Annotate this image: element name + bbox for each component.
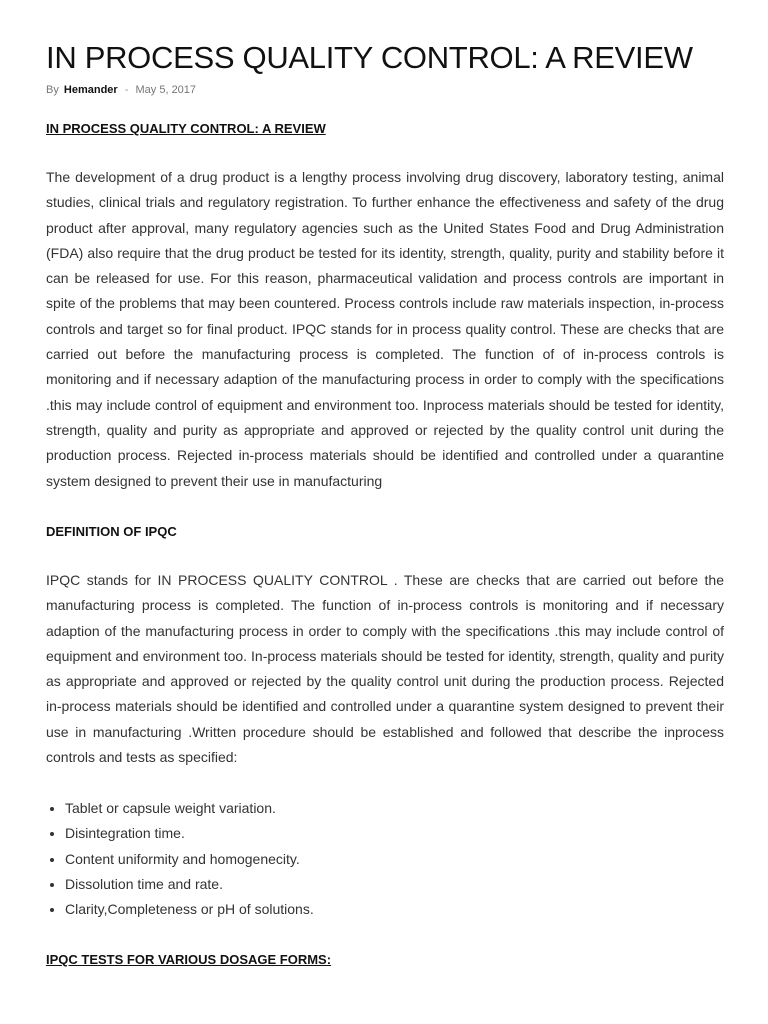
definition-heading: DEFINITION OF IPQC — [46, 524, 177, 539]
article-subtitle: IN PROCESS QUALITY CONTROL: A REVIEW — [46, 121, 326, 136]
list-item: • Dissolution time and rate. — [65, 872, 314, 897]
list-item: • Disintegration time. — [65, 821, 314, 846]
article-title: IN PROCESS QUALITY CONTROL: A REVIEW — [46, 40, 693, 75]
author-link[interactable]: Hemander — [63, 84, 118, 96]
list-item: • Content uniformity and homogenecity. — [65, 847, 314, 872]
list-item: • Tablet or capsule weight variation. — [65, 796, 314, 821]
article-meta — [46, 83, 196, 97]
definition-paragraph: IPQC stands for IN PROCESS QUALITY CONTROL . These are checks that are carried out before the manufacturing process is completed. The function of in-process controls is monitoring and if necessary adaption of the manufacturing process in order to comply with the specifications .this may include control of equipment and environment too. In-process materials should be tested for identity, strength, quality and purity as appropriate and approved or rejected by the quality control unit during the production process. Rejected in-process materials should be identified and controlled under a quarantine system designed to prevent their use in manufacturing .Written procedure should be established and followed that describe the inprocess controls and tests as specified: — [46, 572, 724, 766]
publish-date: May 5, 2017 — [135, 84, 197, 96]
ipqc-tests-list — [46, 796, 314, 922]
intro-paragraph: The development of a drug product is a lengthy process involving drug discovery, laboratory testing, animal studies, clinical trials and regulatory registration. To further enhance the effectiveness and safety of the drug product after approval, many regulatory agencies such as the United States Food and Drug Administration (FDA) also require that the drug product be tested for its identity, strength, quality, purity and stability before it can be released for use. For this reason, pharmaceutical validation and process controls are important in spite of the problems that may been countered. Process controls include raw materials inspection, in-process controls and target so for final product. IPQC stands for in process quality control. These are checks that are carried out before the manufacturing process is completed. The function of of in-process controls is monitoring and if necessary adaption of the manufacturing process in order to comply with the specifications .this may include control of equipment and environment too. Inprocess materials should be tested for identity, strength, quality and purity as appropriate and approved or rejected by the quality control unit during the production process. Rejected in-process materials should be identified and controlled under a quarantine system designed to prevent their use in manufacturing — [46, 169, 724, 489]
by-label: By — [46, 84, 59, 96]
list-item: • Clarity,Completeness or pH of solutions. — [65, 897, 314, 922]
dosage-forms-heading: IPQC TESTS FOR VARIOUS DOSAGE FORMS: — [46, 952, 332, 967]
meta-separator: - — [124, 84, 129, 96]
